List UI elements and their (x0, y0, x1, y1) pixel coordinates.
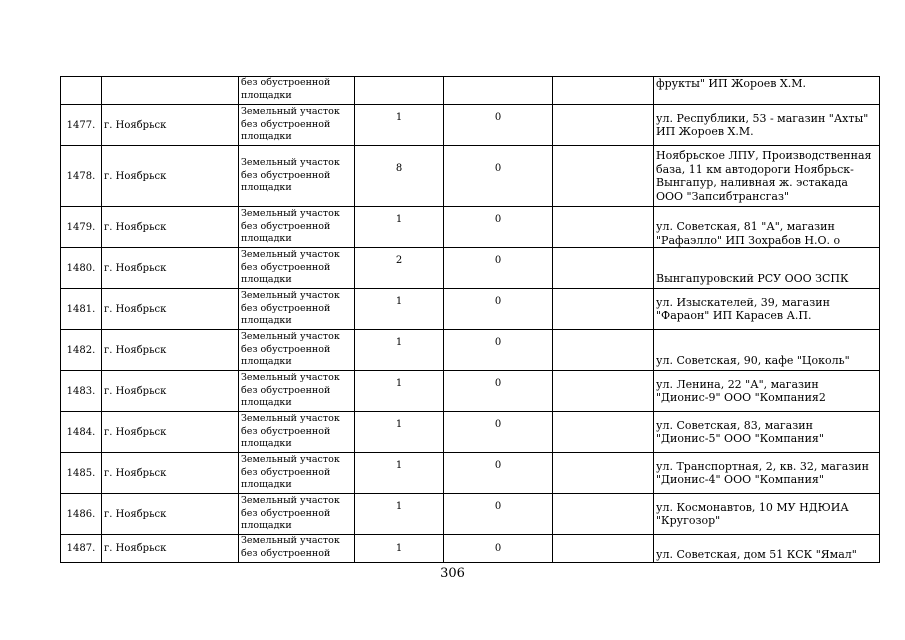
row-quantity-text: 2 (395, 254, 403, 266)
row-quantity (355, 494, 444, 535)
row-city: г. Ноябрьск (102, 289, 239, 330)
row-object-type: Земельный участок без обустроенной (239, 535, 355, 563)
row-city (102, 77, 239, 105)
row-quantity-text: 1 (395, 459, 403, 471)
row-quantity-text: 1 (395, 336, 403, 348)
row-description: Вынгапуровский РСУ ООО ЗСПК (654, 248, 880, 289)
row-number (61, 77, 102, 105)
row-quantity-text: 1 (395, 418, 403, 430)
row-extra (553, 289, 654, 330)
table-row (61, 105, 880, 146)
row-description: ул. Космонавтов, 10 МУ НДЮИА "Кругозор" (654, 494, 880, 535)
row-quantity: 1 (355, 535, 444, 563)
row-value-text: 0 (494, 377, 502, 389)
table-row (61, 77, 880, 105)
table-row (61, 248, 880, 289)
row-extra (553, 105, 654, 146)
row-city: г. Ноябрьск (102, 207, 239, 248)
row-description: ул. Транспортная, 2, кв. 32, магазин "Дионис-4" ООО "Компания" (654, 453, 880, 494)
row-extra (553, 330, 654, 371)
row-city: г. Ноябрьск (102, 330, 239, 371)
row-number: 1478. (61, 146, 102, 207)
row-number: 1477. (61, 105, 102, 146)
row-quantity (355, 146, 444, 207)
row-number: 1484. (61, 412, 102, 453)
row-object-type: Земельный участок без обустроенной площадки (239, 330, 355, 371)
row-description: ул. Советская, 81 "А", магазин "Рафаэлло" ИП Зохрабов Н.О. о (654, 207, 880, 248)
row-quantity-text: 1 (395, 111, 403, 123)
row-description: ул. Ленина, 22 "А", магазин "Дионис-9" ООО "Компания2 (654, 371, 880, 412)
row-object-type: Земельный участок без обустроенной площадки (239, 207, 355, 248)
row-extra (553, 453, 654, 494)
row-number: 1486. (61, 494, 102, 535)
row-value-text: 0 (494, 336, 502, 348)
registry-table-body (61, 77, 880, 563)
row-city: г. Ноябрьск (102, 494, 239, 535)
row-value-text: 0 (494, 295, 502, 307)
row-extra (553, 207, 654, 248)
row-value (444, 371, 553, 412)
row-object-type: Земельный участок без обустроенной площадки (239, 453, 355, 494)
row-city: г. Ноябрьск (102, 535, 239, 563)
registry-table (60, 76, 880, 563)
row-value (444, 289, 553, 330)
row-value (444, 412, 553, 453)
row-quantity-text: 1 (395, 377, 403, 389)
row-value (444, 146, 553, 207)
row-object-type: без обустроенной площадки (239, 77, 355, 105)
row-extra (553, 494, 654, 535)
page-number: 306 (440, 566, 465, 581)
row-object-type: Земельный участок без обустроенной площадки (239, 412, 355, 453)
row-description: ул. Советская, 90, кафе "Цоколь" (654, 330, 880, 371)
row-quantity (355, 330, 444, 371)
row-description: ул. Республики, 53 - магазин "Ахты" ИП Жороев Х.М. (654, 105, 880, 146)
row-number: 1483. (61, 371, 102, 412)
row-quantity (355, 453, 444, 494)
row-value-text: 0 (494, 254, 502, 266)
row-city: г. Ноябрьск (102, 105, 239, 146)
row-value-text: 0 (494, 500, 502, 512)
row-extra (553, 535, 654, 563)
row-object-type: Земельный участок без обустроенной площадки (239, 289, 355, 330)
row-value (444, 105, 553, 146)
row-extra (553, 412, 654, 453)
row-quantity (355, 289, 444, 330)
row-quantity (355, 105, 444, 146)
row-value (444, 207, 553, 248)
row-quantity-text: 1 (395, 500, 403, 512)
row-value (444, 494, 553, 535)
row-quantity (355, 207, 444, 248)
row-value-text: 0 (494, 418, 502, 430)
table-row (61, 289, 880, 330)
row-value-text: 0 (494, 213, 502, 225)
row-extra (553, 77, 654, 105)
row-quantity (355, 248, 444, 289)
row-description: ул. Советская, дом 51 КСК "Ямал" (654, 535, 880, 563)
row-number: 1482. (61, 330, 102, 371)
table-row (61, 494, 880, 535)
row-city: г. Ноябрьск (102, 248, 239, 289)
table-row (61, 453, 880, 494)
row-number: 1481. (61, 289, 102, 330)
row-quantity-text: 1 (395, 295, 403, 307)
row-city: г. Ноябрьск (102, 453, 239, 494)
row-value-text: 0 (494, 162, 502, 174)
row-city: г. Ноябрьск (102, 371, 239, 412)
row-value (444, 77, 553, 105)
table-row (61, 412, 880, 453)
row-number: 1480. (61, 248, 102, 289)
row-number: 1487. (61, 535, 102, 563)
row-city: г. Ноябрьск (102, 146, 239, 207)
table-row (61, 146, 880, 207)
row-description: ул. Изыскателей, 39, магазин "Фараон" ИП Карасев А.П. (654, 289, 880, 330)
row-number: 1485. (61, 453, 102, 494)
row-description: фрукты" ИП Жороев Х.М. (654, 77, 880, 105)
row-quantity-text: 8 (395, 162, 403, 174)
row-value: 0 (444, 535, 553, 563)
row-object-type: Земельный участок без обустроенной площадки (239, 371, 355, 412)
row-value (444, 330, 553, 371)
row-quantity (355, 412, 444, 453)
row-extra (553, 371, 654, 412)
table-row (61, 371, 880, 412)
row-value (444, 248, 553, 289)
table-row (61, 535, 880, 563)
table-row (61, 207, 880, 248)
row-description: Ноябрьское ЛПУ, Производственная база, 11 км автодороги Ноябрьск-Вынгапур, наливная ж. эстакада ООО "Запсибтрансгаз" (654, 146, 880, 207)
row-object-type: Земельный участок без обустроенной площадки (239, 248, 355, 289)
row-quantity-text: 1 (395, 213, 403, 225)
row-object-type: Земельный участок без обустроенной площадки (239, 494, 355, 535)
row-object-type: Земельный участок без обустроенной площадки (239, 105, 355, 146)
table-row (61, 330, 880, 371)
row-description: ул. Советская, 83, магазин "Дионис-5" ООО "Компания" (654, 412, 880, 453)
row-value-text: 0 (494, 111, 502, 123)
row-extra (553, 146, 654, 207)
row-city: г. Ноябрьск (102, 412, 239, 453)
row-object-type: Земельный участок без обустроенной площадки (239, 146, 355, 207)
row-number: 1479. (61, 207, 102, 248)
row-quantity (355, 77, 444, 105)
row-extra (553, 248, 654, 289)
row-quantity (355, 371, 444, 412)
row-value (444, 453, 553, 494)
row-value-text: 0 (494, 459, 502, 471)
